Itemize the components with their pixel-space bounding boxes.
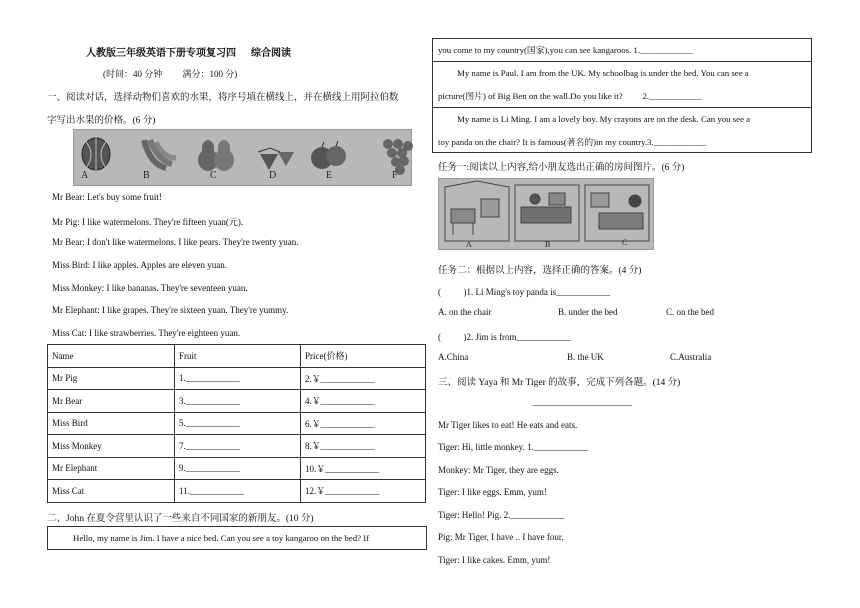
- dialogue-line: Miss Bird: I like apples. Apples are eleven yuan.: [52, 260, 227, 270]
- fruit-label-b: B: [143, 170, 150, 181]
- table-cell-price-blank[interactable]: 12.￥____________: [301, 480, 426, 503]
- story-line: Monkey: Mr Tiger, they are eggs.: [438, 465, 559, 475]
- passage-line: toy panda on the chair? It is famous(著名的)in my country.3.____________: [438, 137, 707, 147]
- q1-option-b[interactable]: B. under the bed: [558, 307, 618, 317]
- section3-instruction: 三、阅读 Yaya 和 Mr Tiger 的故事，完成下列各题。(14 分): [438, 378, 681, 388]
- watermelon-icon: [82, 138, 110, 170]
- passage-line: My name is Paul. I am from the UK. My schoolbag is under the bed. You can see a: [457, 68, 749, 78]
- table-cell-name: Mr Pig: [48, 367, 175, 390]
- task1-instruction: 任务一:阅读以上内容,给小朋友选出正确的房间图片。(6 分): [438, 163, 685, 173]
- room-a-icon: [445, 181, 509, 241]
- table-header-row: [48, 345, 426, 368]
- table-cell-name: Mr Bear: [48, 390, 175, 413]
- passage-line: picture(图片) of Big Ben on the wall.Do you like it? 2.____________: [438, 91, 702, 101]
- dialogue-line: Mr Pig: I like watermelons. They're fifteen yuan(元).: [52, 217, 244, 227]
- table-row: [48, 412, 426, 435]
- pear-icon: [198, 140, 234, 171]
- fruit-label-e: E: [326, 170, 333, 181]
- table-cell-fruit-blank[interactable]: 11.____________: [175, 480, 301, 503]
- section1-instruction-line2: 字写出水果的价格。(6 分): [47, 116, 156, 126]
- table-row: [48, 367, 426, 390]
- dialogue-line: Mr Bear: Let's buy some fruit!: [52, 192, 162, 202]
- section2-passage-line: Hello, my name is Jim. I have a nice bed. Can you see a toy kangaroo on the bed? If: [73, 533, 370, 543]
- fruit-picture-strip: [73, 129, 412, 186]
- fruit-label-d: D: [269, 170, 277, 181]
- table-cell-name: Miss Bird: [48, 412, 175, 435]
- table-cell-price-blank[interactable]: 2.￥____________: [301, 367, 426, 390]
- table-row: [48, 390, 426, 413]
- story-line: Tiger: Hello! Pig. 2.____________: [438, 510, 565, 520]
- question-2[interactable]: ( )2. Jim is from____________: [438, 332, 571, 342]
- fruit-label-a: A: [81, 170, 89, 181]
- table-cell-price-blank[interactable]: 4.￥____________: [301, 390, 426, 413]
- table-cell-fruit-blank[interactable]: 1.____________: [175, 367, 301, 390]
- table-header: Fruit: [175, 345, 301, 368]
- passage-line: My name is Li Ming. I am a lovely boy. My crayons are on the desk. Can you see a: [457, 114, 751, 124]
- section2-instruction: 二、John 在夏令营里认识了一些来自不同国家的新朋友。(10 分): [47, 514, 314, 524]
- fruit-label-c: C: [210, 170, 217, 181]
- room-label-c: C: [622, 238, 628, 247]
- q2-option-c[interactable]: C.Australia: [670, 352, 712, 362]
- dialogue-line: Mr Elephant: I like grapes. They're sixteen yuan. They're yummy.: [52, 305, 289, 315]
- dialogue-line: Miss Cat: I like strawberries. They're eighteen yuan.: [52, 328, 241, 338]
- apple-icon: [311, 141, 346, 169]
- table-header: Name: [48, 345, 175, 368]
- q1-option-a[interactable]: A. on the chair: [438, 307, 492, 317]
- question-1[interactable]: ( )1. Li Ming's toy panda is____________: [438, 287, 611, 297]
- q2-option-a[interactable]: A.China: [438, 352, 469, 362]
- story-line: Tiger: I like cakes. Emm, yum!: [438, 555, 551, 565]
- fruit-label-f: F: [392, 170, 398, 181]
- story-line: Mr Tiger likes to eat! He eats and eats.: [438, 420, 578, 430]
- banana-icon: [144, 140, 176, 168]
- story-line: Tiger: Hi, little monkey. 1.____________: [438, 442, 588, 452]
- table-header: Price(价格): [301, 345, 426, 368]
- table-cell-name: Miss Cat: [48, 480, 175, 503]
- section1-instruction-line1: 一、阅读对话，选择动物们喜欢的水果，将序号填在横线上，并在横线上用阿拉伯数: [47, 93, 399, 103]
- q1-option-c[interactable]: C. on the bed: [666, 307, 714, 317]
- room-label-b: B: [545, 240, 551, 249]
- answer-table: [47, 344, 426, 503]
- table-row: [48, 457, 426, 480]
- story-title-blank[interactable]: ______________________: [533, 397, 632, 407]
- worksheet-title: 人教版三年级英语下册专项复习四 综合阅读: [86, 48, 291, 59]
- table-cell-fruit-blank[interactable]: 3.____________: [175, 390, 301, 413]
- room-c-icon: [585, 185, 649, 241]
- dialogue-line: Mr Bear: I don't like watermelons. I like pears. They're twenty yuan.: [52, 237, 299, 247]
- q2-option-b[interactable]: B. the UK: [567, 352, 604, 362]
- strawberry-icon: [258, 148, 294, 170]
- grape-icon: [383, 139, 413, 175]
- table-row: [48, 480, 426, 503]
- table-cell-price-blank[interactable]: 8.￥____________: [301, 435, 426, 458]
- table-cell-name: Miss Monkey: [48, 435, 175, 458]
- table-cell-fruit-blank[interactable]: 5.____________: [175, 412, 301, 435]
- room-b-icon: [515, 185, 579, 241]
- table-cell-name: Mr Elephant: [48, 457, 175, 480]
- story-line: Tiger: I like eggs. Emm, yum!: [438, 487, 547, 497]
- time-score-line: (时间：40 分钟 满分：100 分): [103, 69, 238, 79]
- table-cell-fruit-blank[interactable]: 9.____________: [175, 457, 301, 480]
- table-cell-price-blank[interactable]: 6.￥____________: [301, 412, 426, 435]
- dialogue-line: Miss Monkey: I like bananas. They're seventeen yuan.: [52, 283, 248, 293]
- story-line: Pig: Mr Tiger, I have .. I have four.: [438, 532, 564, 542]
- passage-line: you come to my country(国家),you can see kangaroos. 1.____________: [438, 45, 693, 55]
- fruit-illustrations: [74, 130, 413, 187]
- task2-instruction: 任务二：根据以上内容，选择正确的答案。(4 分): [438, 266, 642, 276]
- table-row: [48, 435, 426, 458]
- room-label-a: A: [466, 240, 472, 249]
- table-cell-fruit-blank[interactable]: 7.____________: [175, 435, 301, 458]
- table-cell-price-blank[interactable]: 10.￥____________: [301, 457, 426, 480]
